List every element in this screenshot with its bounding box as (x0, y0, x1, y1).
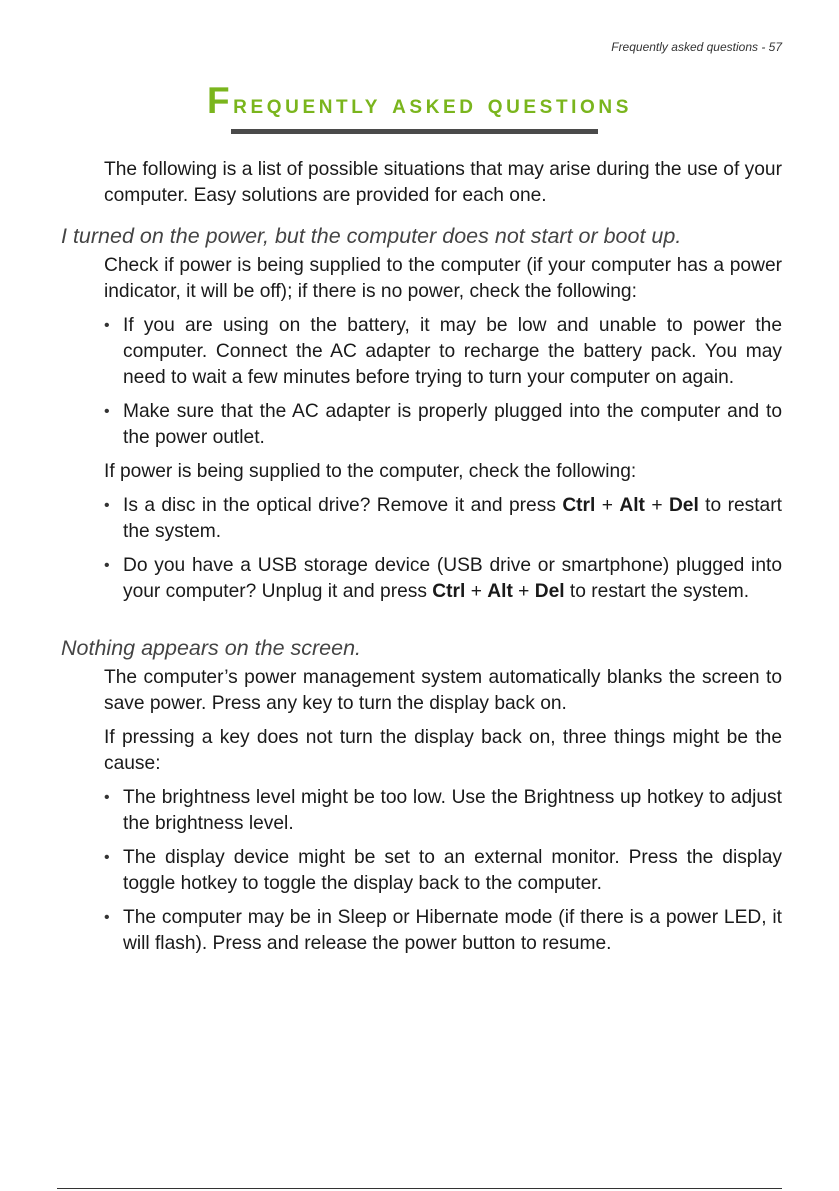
list-item: • Is a disc in the optical drive? Remove it and press Ctrl + Alt + Del to restart the system. (104, 493, 782, 545)
screen-bullets-list (104, 785, 782, 957)
running-header: Frequently asked questions - 57 (611, 40, 782, 54)
key-del: Del (668, 495, 699, 516)
causes-paragraph: If pressing a key does not turn the display back on, three things might be the cause: (104, 727, 782, 774)
title-underline (231, 129, 598, 134)
section-spacer (0, 613, 839, 635)
question-screen: Nothing appears on the screen. (61, 636, 362, 660)
page-title (0, 80, 839, 122)
list-item: • The computer may be in Sleep or Hibernate mode (if there is a power LED, it will flash). Press and release the power button to resume. (104, 905, 782, 957)
power-check-paragraph: Check if power is being supplied to the computer (if your computer has a power indicator, it will be off); if there is no power, check the following: (104, 255, 782, 302)
power-supplied-paragraph: If power is being supplied to the computer, check the following: (104, 461, 637, 482)
list-item: • Make sure that the AC adapter is properly plugged into the computer and to the power outlet. (104, 399, 782, 451)
footer-rule (57, 1188, 782, 1189)
question-power: I turned on the power, but the computer does not start or boot up. (61, 224, 682, 248)
key-del: Del (534, 581, 565, 602)
title-rest: requently asked questions (233, 89, 633, 119)
power-bullets-list (104, 313, 782, 451)
list-item: • The display device might be set to an external monitor. Press the display toggle hotkey to toggle the display back to the computer. (104, 845, 782, 897)
key-alt: Alt (487, 581, 513, 602)
intro-paragraph: The following is a list of possible situations that may arise during the use of your computer. Easy solutions are provided for each one. (104, 159, 782, 206)
power-management-paragraph: The computer’s power management system automatically blanks the screen to save power. Press any key to turn the display back on. (104, 667, 782, 714)
key-alt: Alt (619, 495, 645, 516)
title-first-letter: F (206, 80, 234, 121)
list-item: • The brightness level might be too low. Use the Brightness up hotkey to adjust the brightness level. (104, 785, 782, 837)
list-item: • If you are using on the battery, it may be low and unable to power the computer. Connect the AC adapter to recharge the battery pack. You may need to wait a few minutes before trying to turn your computer on again. (104, 313, 782, 391)
key-ctrl: Ctrl (432, 581, 466, 602)
page-content (0, 157, 839, 965)
list-item: • Do you have a USB storage device (USB drive or smartphone) plugged into your computer? Unplug it and press Ctrl + Alt + Del to restart the system. (104, 553, 782, 605)
power-supplied-bullets-list (104, 493, 782, 605)
key-ctrl: Ctrl (562, 495, 596, 516)
